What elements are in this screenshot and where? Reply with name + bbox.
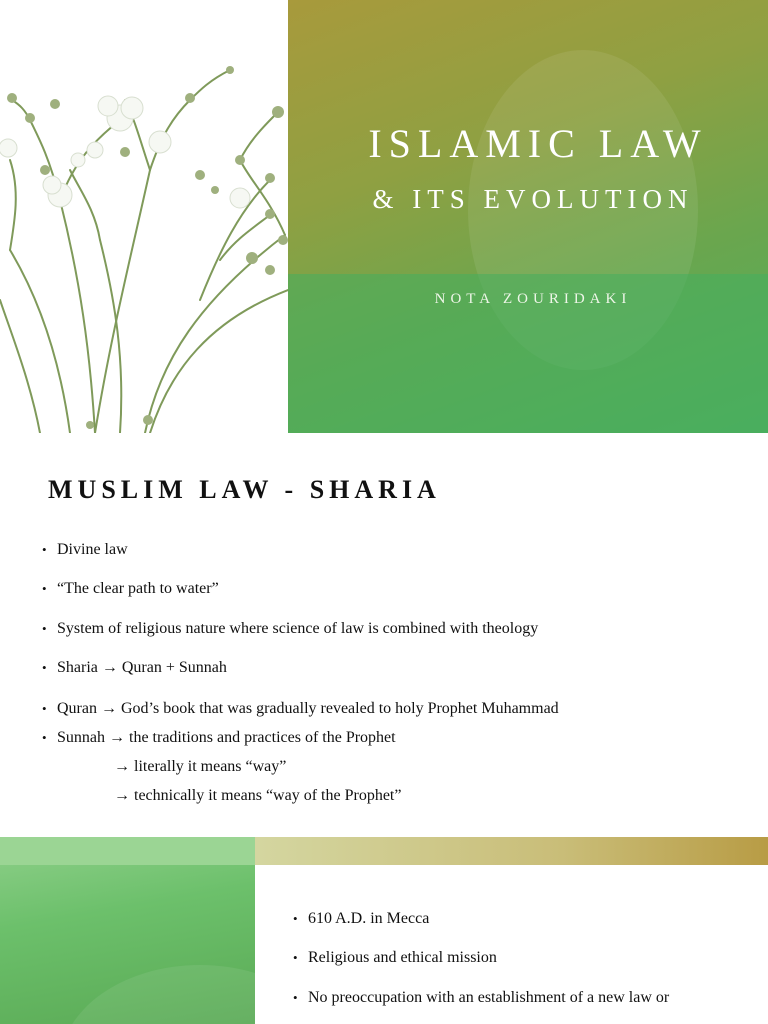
bullet-text: No preoccupation with an establishment of a new law or <box>308 989 670 1006</box>
presentation-subtitle: & ITS EVOLUTION <box>372 184 694 214</box>
sharia-slide <box>0 433 768 837</box>
bullet-icon: • <box>42 730 47 745</box>
bullet-text: Divine law <box>57 541 128 558</box>
slide-heading: MUSLIM LAW - SHARIA <box>48 475 441 504</box>
bullet-icon: • <box>42 581 47 596</box>
title-panel <box>288 0 768 433</box>
continuation-line: → technically it means “way of the Prophet” <box>114 787 402 804</box>
title-slide <box>0 0 768 433</box>
list-item <box>293 910 429 928</box>
bullet-text: Sunnah → the traditions and practices of the Prophet <box>57 729 396 746</box>
gold-bar <box>255 837 768 865</box>
bullet-text: System of religious nature where science of law is combined with theology <box>57 620 539 637</box>
gypsophila-flowers-image <box>0 0 288 433</box>
list-item <box>42 620 538 638</box>
list-item <box>42 659 227 677</box>
bullet-text: 610 A.D. in Mecca <box>308 910 430 927</box>
bullet-text: Religious and ethical mission <box>308 949 497 966</box>
bullet-text: Quran → God’s book that was gradually revealed to holy Prophet Muhammad <box>57 700 559 717</box>
green-panel <box>0 837 255 1024</box>
bullet-icon: • <box>42 701 47 716</box>
bullet-text: Sharia → Quran + Sunnah <box>57 659 227 676</box>
bullet-icon: • <box>42 660 47 675</box>
author-name: NOTA ZOURIDAKI <box>434 291 632 307</box>
list-item <box>293 989 669 1007</box>
list-item <box>42 700 559 718</box>
flower-image <box>0 0 288 433</box>
bullet-icon: • <box>293 950 298 965</box>
presentation-title: ISLAMIC LAW <box>368 121 708 166</box>
bullet-text: “The clear path to water” <box>57 580 219 597</box>
list-item <box>42 580 219 598</box>
history-slide <box>0 837 768 1024</box>
decorative-strip <box>0 837 255 865</box>
bullet-icon: • <box>42 542 47 557</box>
list-item <box>293 949 497 967</box>
bullet-icon: • <box>293 990 298 1005</box>
bullet-icon: • <box>42 621 47 636</box>
list-item <box>42 541 128 559</box>
list-item <box>42 729 396 747</box>
bullet-icon: • <box>293 911 298 926</box>
decorative-arc <box>60 965 255 1024</box>
continuation-line: → literally it means “way” <box>114 758 287 775</box>
